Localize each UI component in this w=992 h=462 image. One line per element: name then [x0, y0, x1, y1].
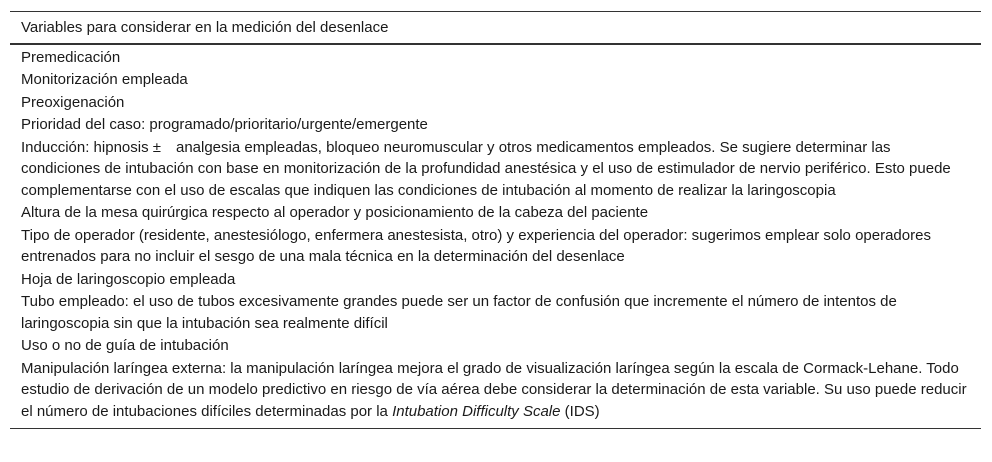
- table-cell: [10, 137, 981, 203]
- variables-table-container: [10, 11, 981, 429]
- table-row: [10, 69, 981, 92]
- variables-table: [10, 11, 981, 429]
- cell-text-part: Manipulación laríngea externa: la manipulación laríngea mejora el grado de visualización laríngea según la escala de Cormack-Lehane. Todo estudio de derivación de un modelo predictivo en riesgo de vía aérea debe considerar la determinación de esta variable. Su uso puede reducir el número de intubaciones difíciles determinadas por la: [21, 359, 967, 420]
- cell-text-part: Inducción: hipnosis ±: [21, 138, 161, 156]
- table-row: [10, 114, 981, 137]
- table-header-cell: Variables para considerar en la medición del desenlace: [10, 12, 981, 44]
- table-row: [10, 92, 981, 115]
- table-row: [10, 335, 981, 358]
- table-cell: Preoxigenación: [21, 93, 125, 111]
- table-cell: Hoja de laringoscopio empleada: [21, 270, 236, 288]
- table-cell: Premedicación: [21, 48, 121, 66]
- table-row: [10, 137, 981, 203]
- table-row: [10, 358, 981, 429]
- table-cell: Altura de la mesa quirúrgica respecto al operador y posicionamiento de la cabeza del paciente: [21, 204, 649, 221]
- table-cell: Monitorización empleada: [21, 71, 188, 88]
- table-row: [10, 202, 981, 225]
- table-row: [10, 269, 981, 292]
- table-row: [10, 291, 981, 335]
- table-header-row: [10, 12, 981, 44]
- table-cell: [10, 358, 981, 429]
- table-cell: Tubo empleado: el uso de tubos excesivamente grandes puede ser un factor de confusión que incremente el número de intentos de laringoscopia sin que la intubación sea realmente difícil: [21, 293, 897, 332]
- table-cell: Prioridad del caso: programado/prioritario/urgente/emergente: [21, 116, 428, 133]
- table-row: [10, 225, 981, 269]
- cell-text-part: (IDS): [564, 402, 600, 420]
- cell-text-italic: Intubation Difficulty Scale: [392, 402, 561, 420]
- table-cell: Tipo de operador (residente, anestesiólogo, enfermera anestesista, otro) y experiencia del operador: sugerimos emplear solo operadores entrenados para no incluir el sesgo de una mala técnica en la determinación del desenlace: [21, 226, 931, 265]
- cell-text-part: analgesia empleadas, bloqueo neuromuscular y otros medicamentos empleados. Se sugiere determinar las condiciones de intubación con base en monitorización de la profundidad anestésica y el uso de estimulador de nervio periférico. Esto puede complementarse con el uso de escalas que indiquen las condiciones de intubación al momento de realizar la laringoscopia: [21, 138, 951, 199]
- table-row: [10, 44, 981, 70]
- table-cell: Uso o no de guía de intubación: [21, 337, 229, 354]
